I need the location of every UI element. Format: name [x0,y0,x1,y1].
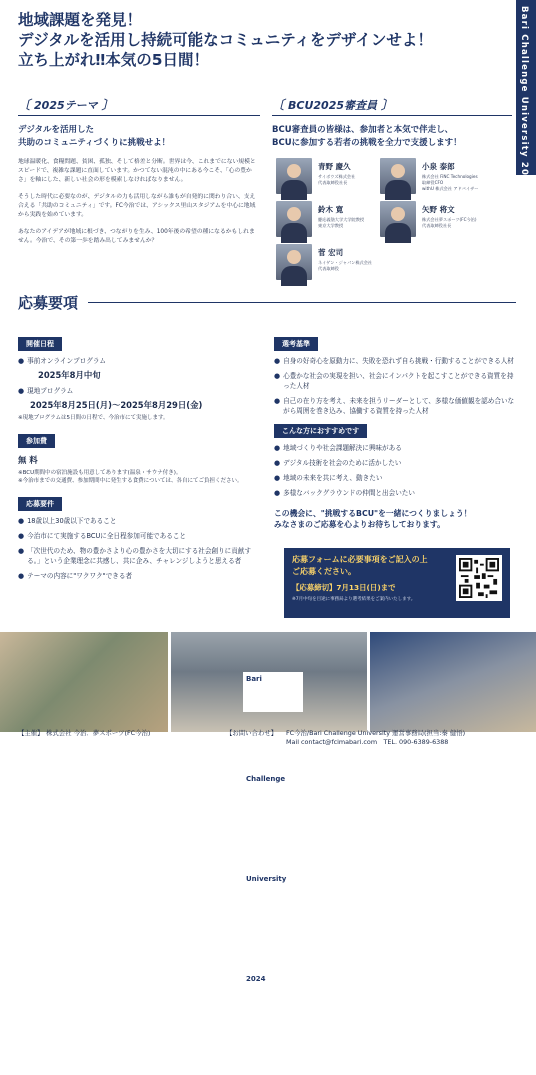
theme-paragraph-2: そうした時代に必要なのが、デジタルの力も活用しながら誰もが自発的に関わり合い、支え合える「共助のコミュニティ」です。FC今治では、アシックス里山スタジアムを中心に地域から実践を始めています。 [18,194,256,218]
list-item: ● 心豊かな社会の実現を担い、社会にインパクトを起こすことができる資質を持った人材 [274,372,514,390]
apply-left-column [18,331,258,581]
judge-photo [276,201,312,237]
bracket-icon: 〔 [18,98,31,112]
theme-paragraph-1: 地球温暖化、食糧問題、貧困、孤独、そして格差と分断。世界は今、これまでにない規模とスピードで、複雑な課題に直面しています。かつてない混沌の中にある今こそ、「心の豊かさ」を軸にした、新しい社会の形を模索しなければなりません。 [18,159,256,183]
judge-name: 青野 慶久 [318,162,351,171]
recommend-tag: こんな方におすすめです [274,424,367,438]
judge-name: 小泉 泰郎 [422,162,455,171]
host-label: 【主催】 [18,729,44,737]
judge-name: 鈴木 寛 [318,205,344,214]
bullet-icon: ● [274,459,281,467]
schedule-note: ※現地プログラムは5日間の日程で、今治市にて実施します。 [18,415,169,421]
judges-section [272,96,512,150]
qr-code-graphic [459,558,499,598]
bullet-icon: ● [18,387,25,395]
list-item: ● 地域づくりや社会課題解決に興味がある [274,444,402,452]
contact-line-2: Mail contact@fcimabari.com TEL. 090-6389-6388 [286,738,449,746]
judge-photo [380,201,416,237]
schedule-value: 2025年8月中旬 [38,370,101,380]
list-item: ● 地域の未来を共に考え、動きたい [274,474,383,482]
form-text: 応募フォームに必要事項をご記入の上 ご応募ください。 [292,555,428,576]
bracket-icon: 〕 [101,98,114,112]
bracket-icon: 〔 [272,98,285,112]
qr-code-icon[interactable] [456,555,502,601]
bullet-icon: ● [274,474,281,482]
theme-lead: デジタルを活用した 共助のコミュニティづくりに挑戦せよ！ [18,125,171,148]
judge-role: 慶応義塾大学大学院教授 東京大学教授 [318,217,365,228]
bullet-icon: ● [274,444,281,452]
judge-card [276,158,386,194]
list-item: ● デジタル技術を社会のために活かしたい [274,459,402,467]
theme-section [18,96,260,246]
apply-right-column [274,331,516,530]
list-item: ● 18歳以上30歳以下であること [18,517,117,525]
bracket-icon: 〕 [381,98,394,112]
judges-lead: BCU審査員の皆様は、参加者と本気で伴走し、 BCUに参加する若者の挑戦を全力で支援します！ [272,125,462,148]
judges-title: 〔 BCU2025審査員 〕 [272,96,512,116]
list-item: ● 「次世代のため、物の豊かさより心の豊かさを大切にする社会創りに貢献する。」という企業理念に共感し、共に企み、チャレンジしようと思える者 [18,547,252,565]
side-band [516,0,536,191]
headline-line-3: 立ち上がれ‼本気の5日間！ [18,51,210,69]
list-item: ● 現地プログラム [18,387,74,395]
bullet-icon: ● [18,572,25,580]
judge-role: 株式会社夢スポーツ(FC今治) 代表取締役社長 [422,217,477,228]
deadline: 【応募締切】7月13日(日)まで [292,583,396,592]
judge-photo [380,158,416,194]
headline-line-1: 地域課題を発見！ [18,11,143,29]
list-item: ● 今治市にて実施するBCUに全日程参加可能であること [18,532,187,540]
theme-paragraph-3: あなたのアイデアが地域に根づき、つながりを生み、100年後の希望の種になるかもしれません。今治で、その第一歩を踏み出してみませんか？ [18,229,255,244]
footer [18,728,518,746]
judge-role: 株式会社 FiNC Technologies 取締役CFO withU 株式会社 アドバイザー [422,174,479,191]
divider [88,302,516,303]
requirements-tag: 応募要件 [18,497,62,511]
banner: Bari Challenge University 2024 [243,672,303,712]
fee-note: ※今治市までの交通費、参加期間中に発生する食費については、各自にてご負担ください。 [18,478,243,484]
schedule-value: 2025年8月25日(月)〜2025年8月29日(金) [30,400,203,410]
contact-label: 【お問い合わせ】 [226,729,278,737]
bullet-icon: ● [274,397,281,405]
side-band-text: Bari Challenge University 2025 [519,6,529,191]
bullet-icon: ● [274,357,281,365]
bullet-icon: ● [274,489,281,497]
bullet-icon: ● [18,532,25,540]
judge-role: サイボウズ株式会社 代表取締役社長 [318,174,356,185]
bullet-icon: ● [18,517,25,525]
fee-value: 無 料 [18,455,38,465]
bullet-icon: ● [18,357,25,365]
list-item: ● テーマの内容に"ワクワク"できる者 [18,572,133,580]
criteria-tag: 選考基準 [274,337,318,351]
list-item: ● 事前オンラインプログラム [18,357,106,365]
judge-card [276,201,386,237]
bullet-icon: ● [18,547,25,555]
list-item: ● 自身の好奇心を原動力に、失敗を恐れず自ら挑戦・行動することができる人材 [274,357,514,365]
judge-card [380,201,510,237]
list-item: ● 多様なバックグラウンドの仲間と出会いたい [274,489,415,497]
judge-card [276,244,386,280]
headline [18,10,508,70]
fee-tag: 参加費 [18,434,55,448]
call-to-action: この機会に、"挑戦するBCU"を一緒につくりましょう！ みなさまのご応募を心よりお待ちしております。 [274,509,472,529]
event-photo [370,632,536,732]
theme-title: 〔 2025テーマ 〕 [18,96,260,116]
judge-photo [276,158,312,194]
headline-line-2: デジタルを活用し持続可能なコミュニティをデザインせよ！ [18,31,433,49]
contact-line-1: FC今治/Bari Challenge University 運営事務局(担当:秦 健悟) [286,729,466,737]
list-item: ● 自己の在り方を考え、未来を担うリーダーとして、多様な価値観を認め合いながら周囲を巻き込み、協働する資質を持った人材 [274,397,515,415]
judge-name: 矢野 将文 [422,205,455,214]
event-photo [0,632,168,732]
bullet-icon: ● [274,372,281,380]
judge-card [380,158,510,194]
form-note: ※7月中旬を目途に事務局より選考結果をご案内いたします。 [292,597,416,602]
judge-photo [276,244,312,280]
judge-name: 菅 宏司 [318,248,344,257]
schedule-tag: 開催日程 [18,337,62,351]
apply-heading: 応募要項 [18,292,516,313]
form-box [284,548,510,618]
host-name: 株式会社 今治．夢スポーツ(FC今治) [46,729,151,737]
fee-note: ※BCU期間中の宿泊施設も用意してあります(温泉・サウナ付き)。 [18,470,182,476]
judge-role: ネイゲン・ジャパン株式会社 代表取締役 [318,260,373,271]
